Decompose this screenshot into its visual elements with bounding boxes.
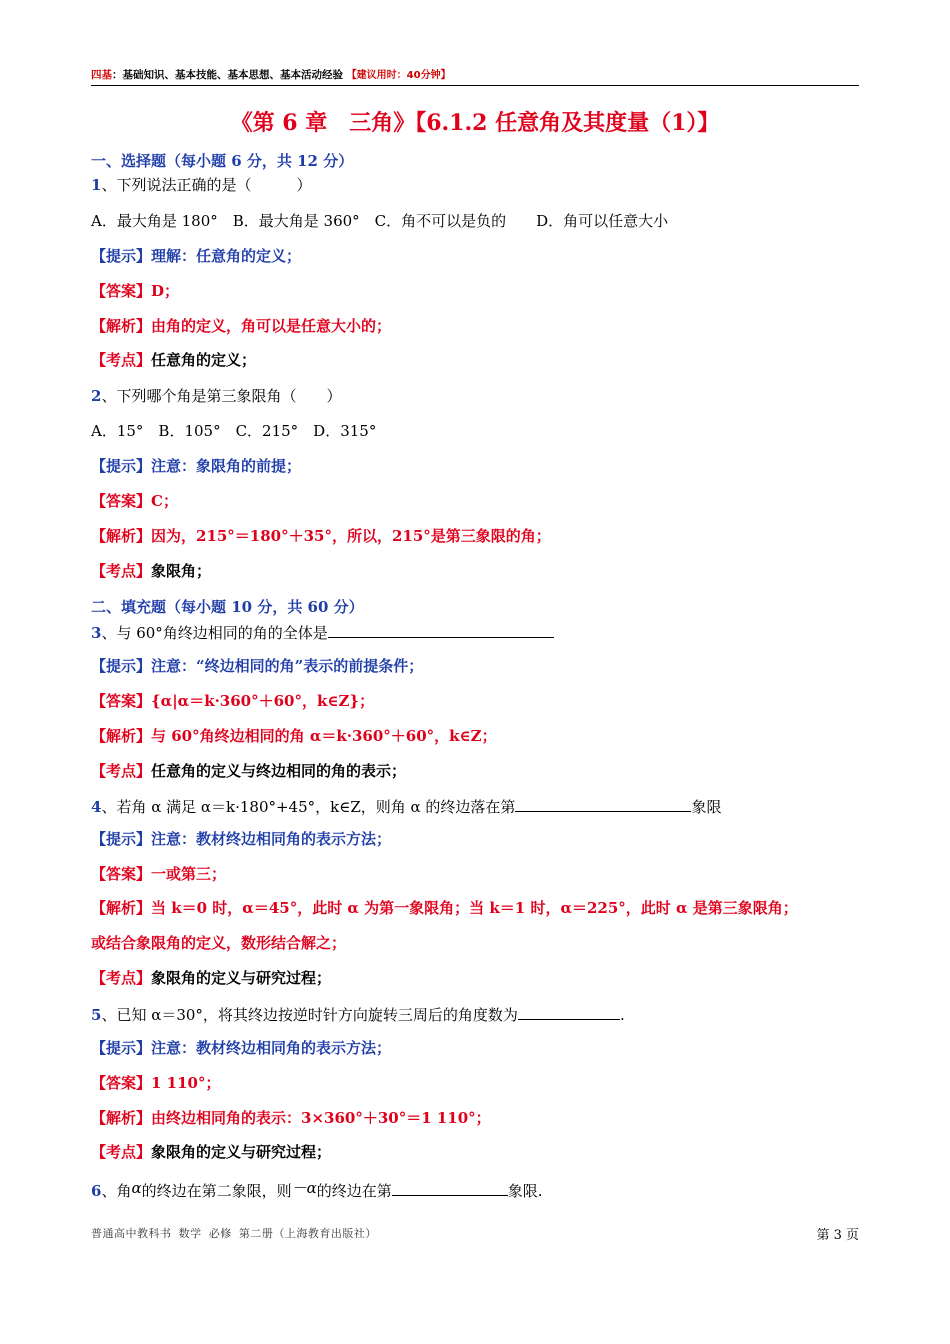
question-4-answer: 【答案】一或第三； — [91, 865, 227, 883]
question-3-explanation: 【解析】与 60°角终边相同的角 α＝k·360°＋60°，k∈Z； — [91, 727, 497, 745]
header-siji-text: ：基础知识、基本技能、基本思想、基本活动经验 — [112, 69, 343, 81]
question-2-keypoint — [91, 561, 211, 581]
page-number: 第 3 页 — [816, 1228, 859, 1243]
question-4-explanation-cont: 或结合象限角的定义，数形结合解之； — [91, 934, 347, 952]
question-4-keypoint — [91, 968, 331, 988]
page-header — [91, 67, 859, 86]
question-number: 2 — [91, 387, 102, 405]
question-6-stem — [91, 1178, 543, 1201]
question-1-stem — [91, 175, 311, 195]
page-title: 《第 6 章 三角》【6.1.2 任意角及其度量（1）】 — [230, 110, 720, 136]
question-4-explanation: 【解析】当 k＝0 时，α＝45°，此时 α 为第一象限角；当 k＝1 时，α＝225°，此时 α 是第三象限角； — [91, 899, 798, 917]
keypoint-tag: 【考点】 — [91, 969, 152, 987]
footer-book-info: 普通高中教科书 数学 必修 第二册（上海教育出版社） — [91, 1227, 377, 1240]
header-siji-label: 四基 — [91, 69, 112, 81]
question-text: 的终边在第 — [316, 1182, 392, 1200]
answer-blank — [392, 1179, 508, 1196]
question-text: 、已知 α＝30°，将其终边按逆时针方向旋转三周后的角度数为 — [101, 1006, 518, 1024]
question-2-answer: 【答案】C； — [91, 492, 178, 510]
section-heading-choice: 一、选择题（每小题 6 分，共 12 分） — [91, 152, 354, 170]
keypoint-tag: 【考点】 — [91, 1143, 152, 1161]
question-5-stem — [91, 1003, 625, 1025]
keypoint-tag: 【考点】 — [91, 351, 152, 369]
question-2-explanation: 【解析】因为，215°＝180°＋35°，所以，215°是第三象限的角； — [91, 527, 551, 545]
question-1-explanation: 【解析】由角的定义，角可以是任意大小的； — [91, 317, 392, 335]
question-number: 6 — [91, 1182, 102, 1200]
keypoint-text: 任意角的定义与终边相同的角的表示； — [151, 762, 407, 780]
question-3-stem — [91, 621, 554, 643]
question-3-answer: 【答案】{α|α＝k·360°＋60°，k∈Z}； — [91, 692, 375, 710]
question-5-answer: 【答案】1 110°； — [91, 1074, 221, 1092]
answer-blank — [518, 1003, 620, 1020]
keypoint-text: 任意角的定义； — [151, 351, 257, 369]
question-5-hint: 【提示】注意：教材终边相同角的表示方法； — [91, 1039, 392, 1057]
alpha-symbol: α — [131, 1179, 142, 1197]
question-1-hint: 【提示】理解：任意角的定义； — [91, 247, 302, 265]
question-tail: 象限. — [507, 1182, 543, 1200]
question-text: 、角 — [101, 1182, 132, 1200]
section-heading-fill: 二、填充题（每小题 10 分，共 60 分） — [91, 598, 364, 616]
answer-blank — [328, 621, 554, 638]
question-number: 3 — [91, 624, 102, 642]
question-text: 的终边在第二象限，则 — [141, 1182, 292, 1200]
question-tail: . — [619, 1006, 625, 1024]
question-text: 、若角 α 满足 α＝k·180°+45°，k∈Z，则角 α 的终边落在第 — [101, 798, 516, 816]
question-1-options: A．最大角是 180° B．最大角是 360° C．角不可以是负的 D．角可以任意大小 — [91, 212, 669, 230]
question-text: 、下列哪个角是第三象限角（ ） — [101, 387, 342, 405]
question-4-hint: 【提示】注意：教材终边相同角的表示方法； — [91, 830, 392, 848]
question-5-keypoint — [91, 1142, 331, 1162]
keypoint-text: 象限角的定义与研究过程； — [151, 1143, 332, 1161]
neg-alpha-symbol: －α — [291, 1179, 317, 1197]
header-recommend-time: 【建议用时：40分钟】 — [346, 70, 451, 81]
question-1-answer: 【答案】D； — [91, 282, 180, 300]
question-2-options: A．15° B．105° C．215° D．315° — [91, 422, 377, 440]
keypoint-tag: 【考点】 — [91, 562, 152, 580]
question-2-hint: 【提示】注意：象限角的前提； — [91, 457, 302, 475]
question-4-stem — [91, 795, 721, 817]
question-number: 1 — [91, 176, 102, 194]
question-number: 4 — [91, 798, 102, 816]
answer-blank — [515, 795, 691, 812]
question-3-hint: 【提示】注意：“终边相同的角”表示的前提条件； — [91, 657, 424, 675]
question-2-stem — [91, 386, 341, 406]
question-text: 、下列说法正确的是（ ） — [101, 176, 312, 194]
question-5-explanation: 【解析】由终边相同角的表示：3×360°＋30°＝1 110°； — [91, 1109, 491, 1127]
keypoint-tag: 【考点】 — [91, 762, 152, 780]
question-text: 、与 60°角终边相同的角的全体是 — [101, 624, 328, 642]
keypoint-text: 象限角； — [151, 562, 212, 580]
question-1-keypoint — [91, 350, 256, 370]
question-number: 5 — [91, 1006, 102, 1024]
question-3-keypoint — [91, 761, 406, 781]
keypoint-text: 象限角的定义与研究过程； — [151, 969, 332, 987]
question-tail: 象限 — [691, 798, 722, 816]
